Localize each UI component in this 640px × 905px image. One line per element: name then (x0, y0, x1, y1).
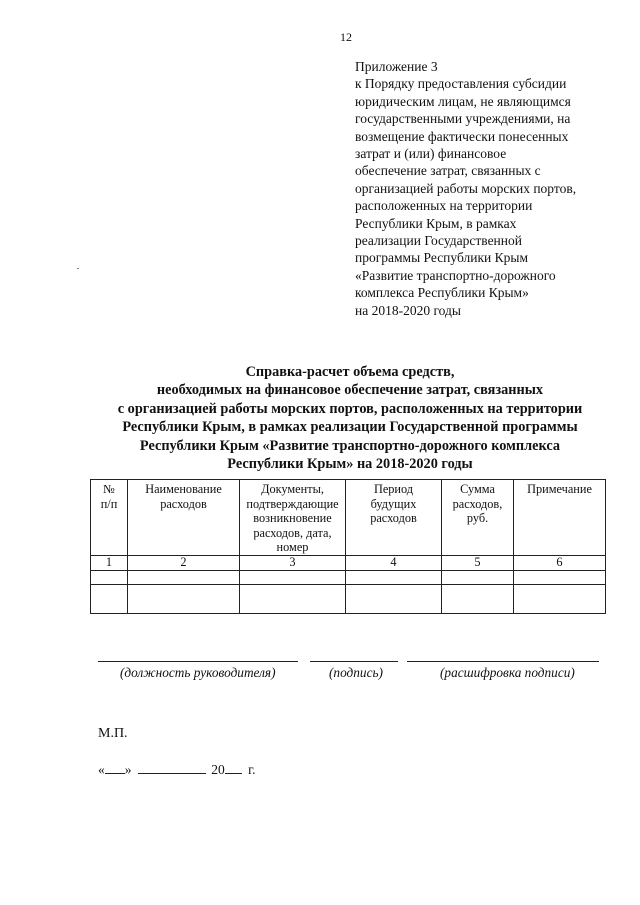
column-number: 6 (514, 556, 606, 571)
column-number: 4 (346, 556, 442, 571)
year-blank (225, 761, 242, 774)
table-cell (346, 585, 442, 614)
column-number: 3 (240, 556, 346, 571)
position-caption: (должность руководителя) (120, 665, 276, 680)
year-suffix: г. (248, 762, 256, 777)
appendix-line: организацией работы морских портов, (355, 180, 577, 196)
name-line (407, 661, 599, 662)
year-prefix: 20 (211, 762, 225, 777)
table-cell (240, 571, 346, 585)
appendix-line: к Порядку предоставления субсидии (355, 76, 567, 92)
appendix-line: Республики Крым, в рамках (355, 215, 517, 231)
appendix-line: реализации Государственной (355, 233, 522, 249)
signature-lines (0, 661, 640, 663)
title-line: необходимых на финансовое обеспечение затрат, связанных (156, 382, 544, 399)
appendix-line: юридическим лицам, не являющимся (355, 93, 571, 109)
day-blank (105, 761, 125, 774)
title-line: Республики Крым «Развитие транспортно-дорожного комплекса (139, 437, 561, 454)
appendix-line: на 2018-2020 годы (355, 302, 461, 318)
table-header-row (91, 480, 606, 556)
appendix-line: Приложение 3 (355, 59, 438, 74)
column-number: 2 (128, 556, 240, 571)
date-line (98, 761, 256, 778)
appendix-line: обеспечение затрат, связанных с (355, 163, 541, 179)
stray-mark (77, 268, 79, 269)
appendix-line: затрат и (или) финансовое (355, 146, 507, 162)
table-cell (128, 585, 240, 614)
appendix-line: комплекса Республики Крым» (355, 285, 529, 301)
header-amount: Сумма расходов, руб. (442, 480, 514, 556)
table-cell (128, 571, 240, 585)
title-line: Республики Крым, в рамках реализации Государственной программы (122, 419, 578, 436)
document-title (80, 363, 620, 473)
appendix-line: «Развитие транспортно-дорожного (355, 267, 556, 283)
table-cell (91, 585, 128, 614)
stamp-label: М.П. (98, 726, 128, 741)
name-caption: (расшифровка подписи) (440, 665, 575, 680)
table-cell (346, 571, 442, 585)
header-note: Примечание (514, 480, 606, 556)
table-row (91, 571, 606, 585)
table-cell (442, 585, 514, 614)
header-number: № п/п (91, 480, 128, 556)
month-blank (138, 761, 206, 774)
signature-line (310, 661, 398, 662)
title-line: Справка-расчет объема средств, (245, 364, 455, 380)
position-line (98, 661, 298, 662)
column-number-row (91, 556, 606, 571)
page-number: 12 (340, 30, 352, 44)
cost-table (90, 479, 606, 614)
date-close-quote: » (124, 762, 132, 777)
table-cell (240, 585, 346, 614)
table-cell (442, 571, 514, 585)
column-number: 1 (91, 556, 128, 571)
appendix-line: расположенных на территории (355, 198, 533, 214)
column-number: 5 (442, 556, 514, 571)
appendix-block (355, 58, 615, 319)
appendix-line: возмещение фактически понесенных (355, 128, 569, 144)
title-line: Республики Крым» на 2018-2020 годы (227, 456, 473, 473)
table-cell (514, 571, 606, 585)
title-line: с организацией работы морских портов, расположенных на территории (117, 400, 583, 417)
appendix-line: государственными учреждениями, на (355, 111, 571, 127)
signature-caption: (подпись) (329, 665, 383, 680)
table-row (91, 585, 606, 614)
table-cell (91, 571, 128, 585)
date-open-quote: « (98, 762, 105, 777)
header-expense-name: Наименование расходов (128, 480, 240, 556)
header-documents: Документы, подтверждающие возникновение расходов, дата, номер (240, 480, 346, 556)
header-period: Период будущих расходов (346, 480, 442, 556)
appendix-line: программы Республики Крым (355, 250, 529, 266)
table-cell (514, 585, 606, 614)
